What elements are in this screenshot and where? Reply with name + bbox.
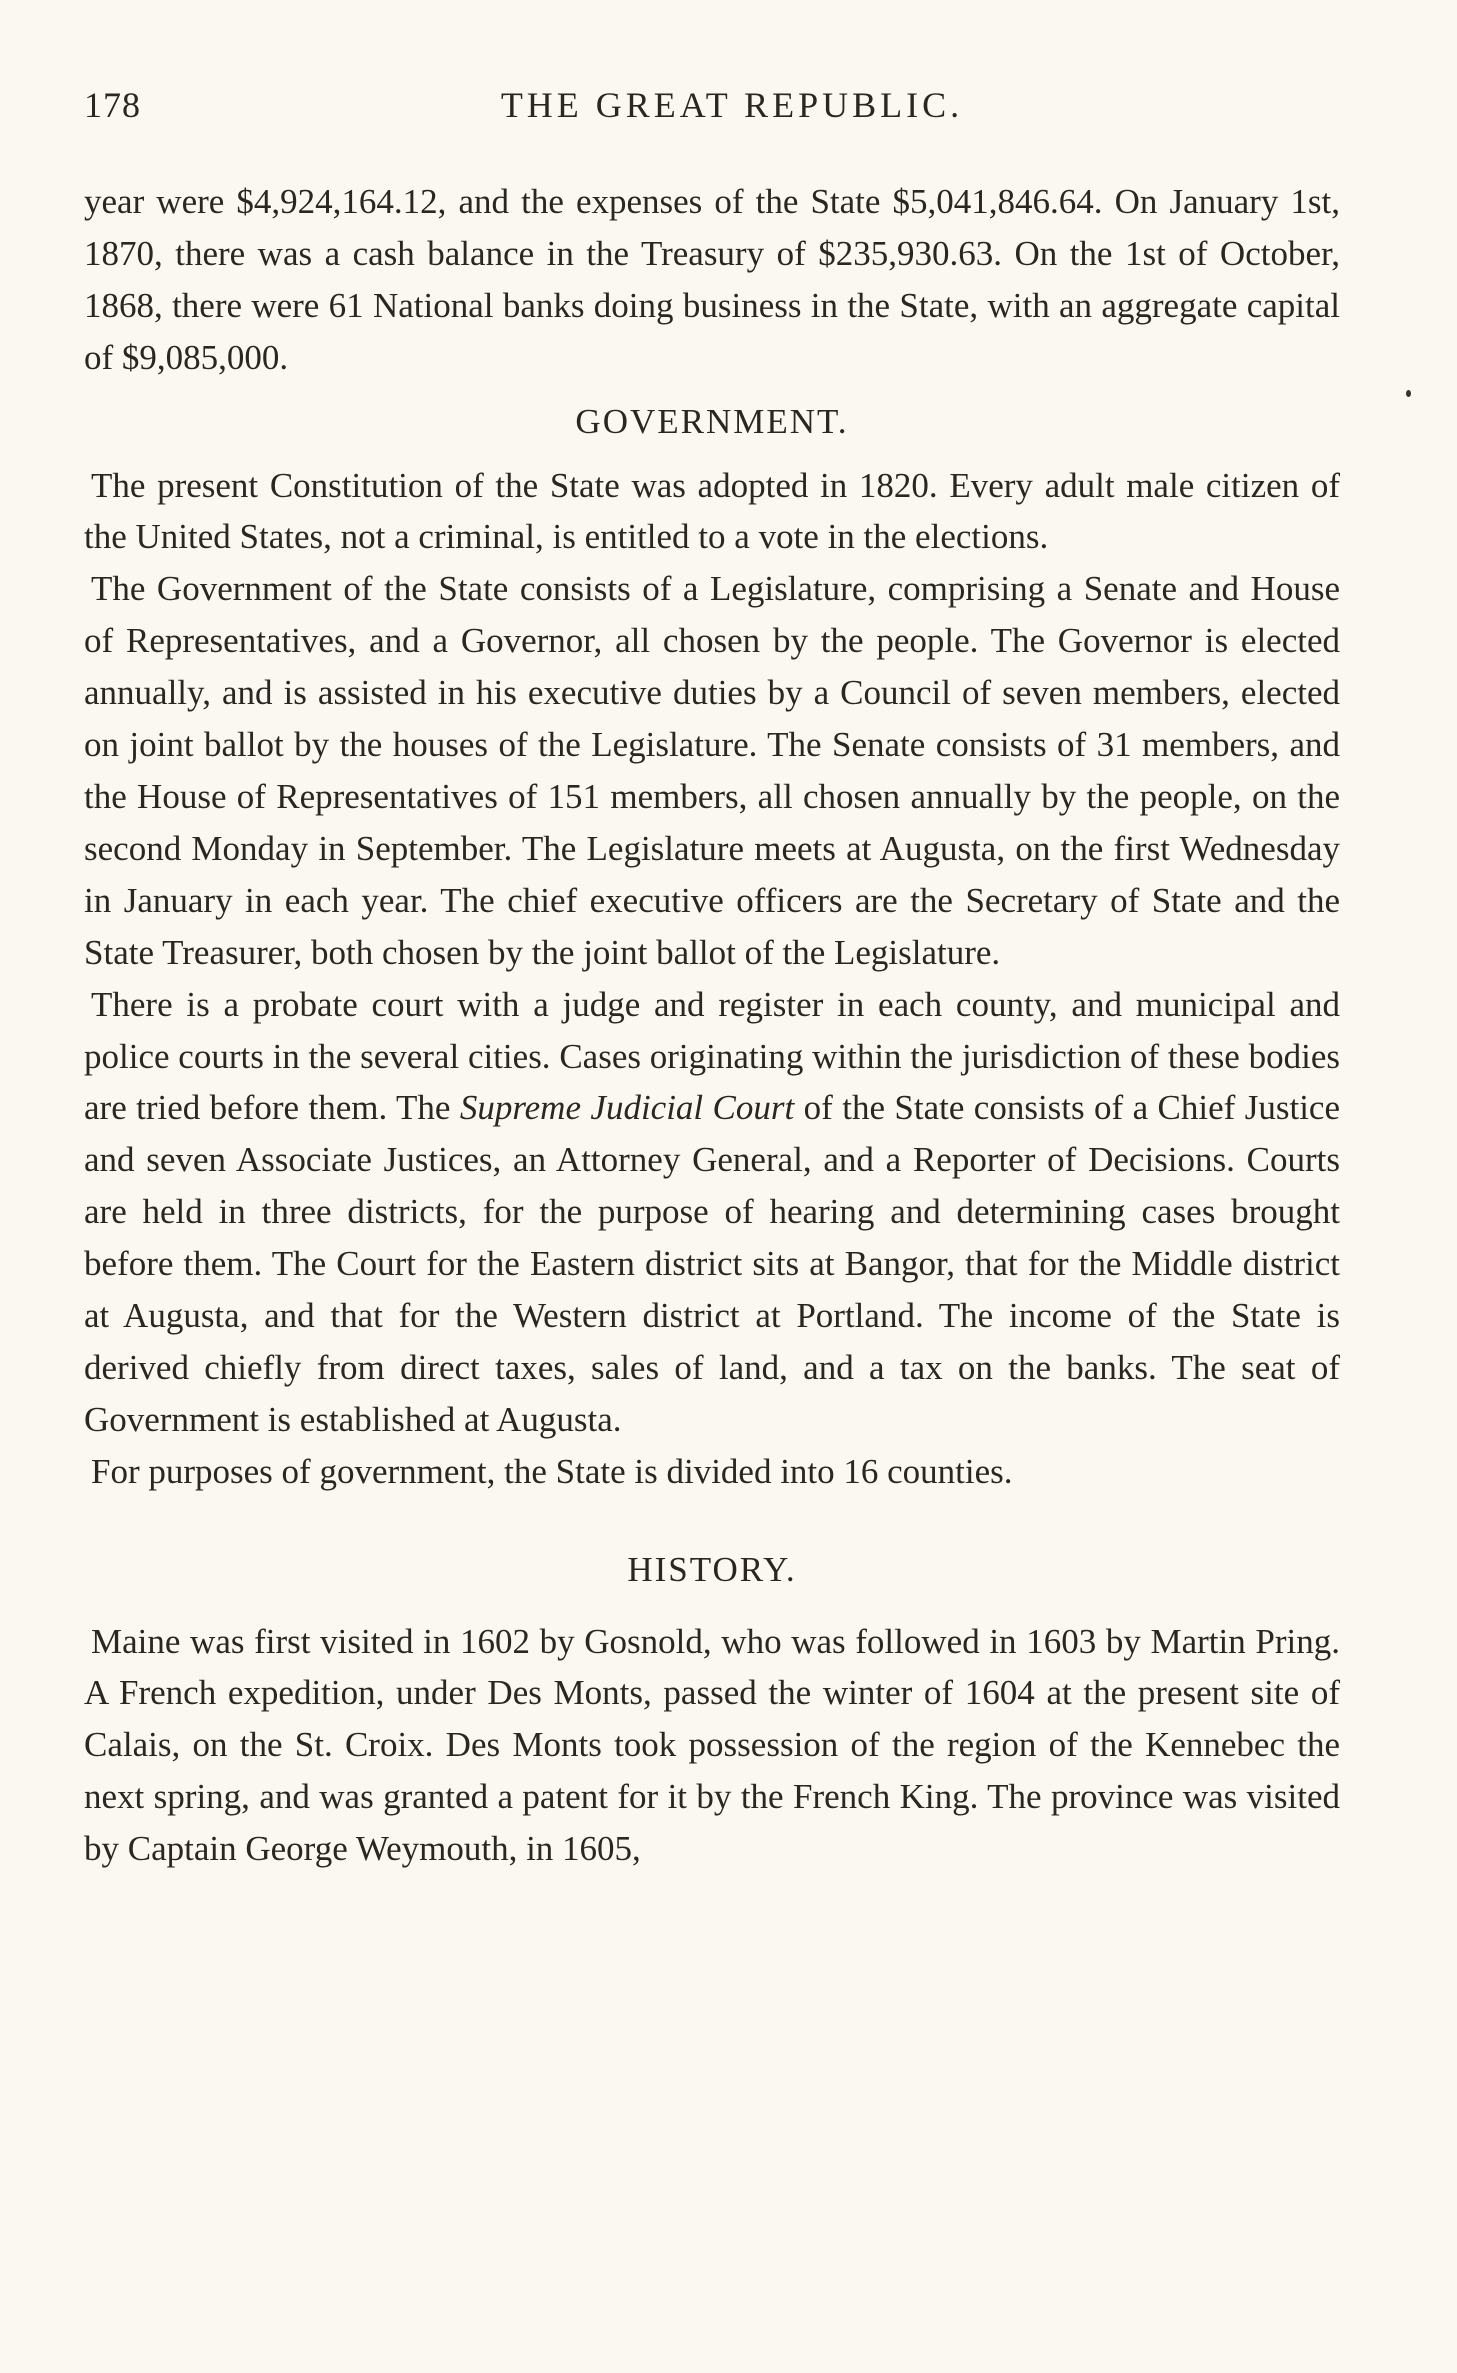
government-heading: GOVERNMENT.: [575, 401, 849, 441]
history-heading: HISTORY.: [627, 1549, 797, 1589]
government-paragraph-3-end: of the State consists of a Chief Justice and seven Associate Justices, an Attorney General, and a Reporter of Decisions. Courts are held in three districts, for the purpose of hearing and determining cases brought before them. The Court for the Eastern district sits at Bangor, that for the Middle district at Augusta, and that for the Western district at Portland. The income of the State is derived chiefly from direct taxes, sales of land, and a tax on the banks. The seat of Government is established at Augusta.: [84, 1088, 1340, 1439]
government-paragraph-3: [84, 979, 1340, 1446]
court-name-italic: Supreme Judicial Court: [459, 1088, 795, 1128]
government-paragraph-2: The Government of the State consists of a Legislature, comprising a Senate and House of Representatives, and a Governor, all chosen by the people. The Governor is elected annually, and is assisted in his executive duties by a Council of seven members, elected on joint ballot by the houses of the Legislature. The Senate consists of 31 members, and the House of Representatives of 151 members, all chosen annually by the people, on the second Monday in September. The Legislature meets at Augusta, on the first Wednesday in January in each year. The chief executive officers are the Secretary of State and the State Treasurer, both chosen by the joint ballot of the Legislature.: [84, 569, 1340, 972]
page-body: [84, 176, 1340, 1875]
ink-speck: [1406, 390, 1411, 397]
intro-paragraph: year were $4,924,164.12, and the expenses of the State $5,041,846.64. On January 1st, 1870, there was a cash balance in the Treasury of $235,930.63. On the 1st of October, 1868, there were 61 National banks doing business in the State, with an aggregate capital of $9,085,000.: [84, 182, 1340, 377]
running-title: THE GREAT REPUBLIC.: [500, 85, 964, 125]
book-page: [84, 0, 1340, 2373]
government-paragraph-4: For purposes of government, the State is divided into 16 counties.: [91, 1451, 1013, 1491]
government-paragraph-3-start: There is a probate court with a judge and register in each county, and municipal and police courts in the several cities. Cases originating within the jurisdiction of these bodies are tried before them. The: [84, 984, 1340, 1128]
government-paragraph-1: The present Constitution of the State was adopted in 1820. Every adult male citizen of the United States, not a criminal, is entitled to a vote in the elections.: [84, 465, 1340, 557]
page-number: 178: [84, 85, 141, 125]
history-paragraph-1: Maine was first visited in 1602 by Gosnold, who was followed in 1603 by Martin Pring. A French expedition, under Des Monts, passed the winter of 1604 at the present site of Calais, on the St. Croix. Des Monts took possession of the region of the Kennebec the next spring, and was granted a patent for it by the French King. The province was visited by Captain George Weymouth, in 1605,: [84, 1621, 1340, 1869]
running-head: [84, 84, 1340, 134]
